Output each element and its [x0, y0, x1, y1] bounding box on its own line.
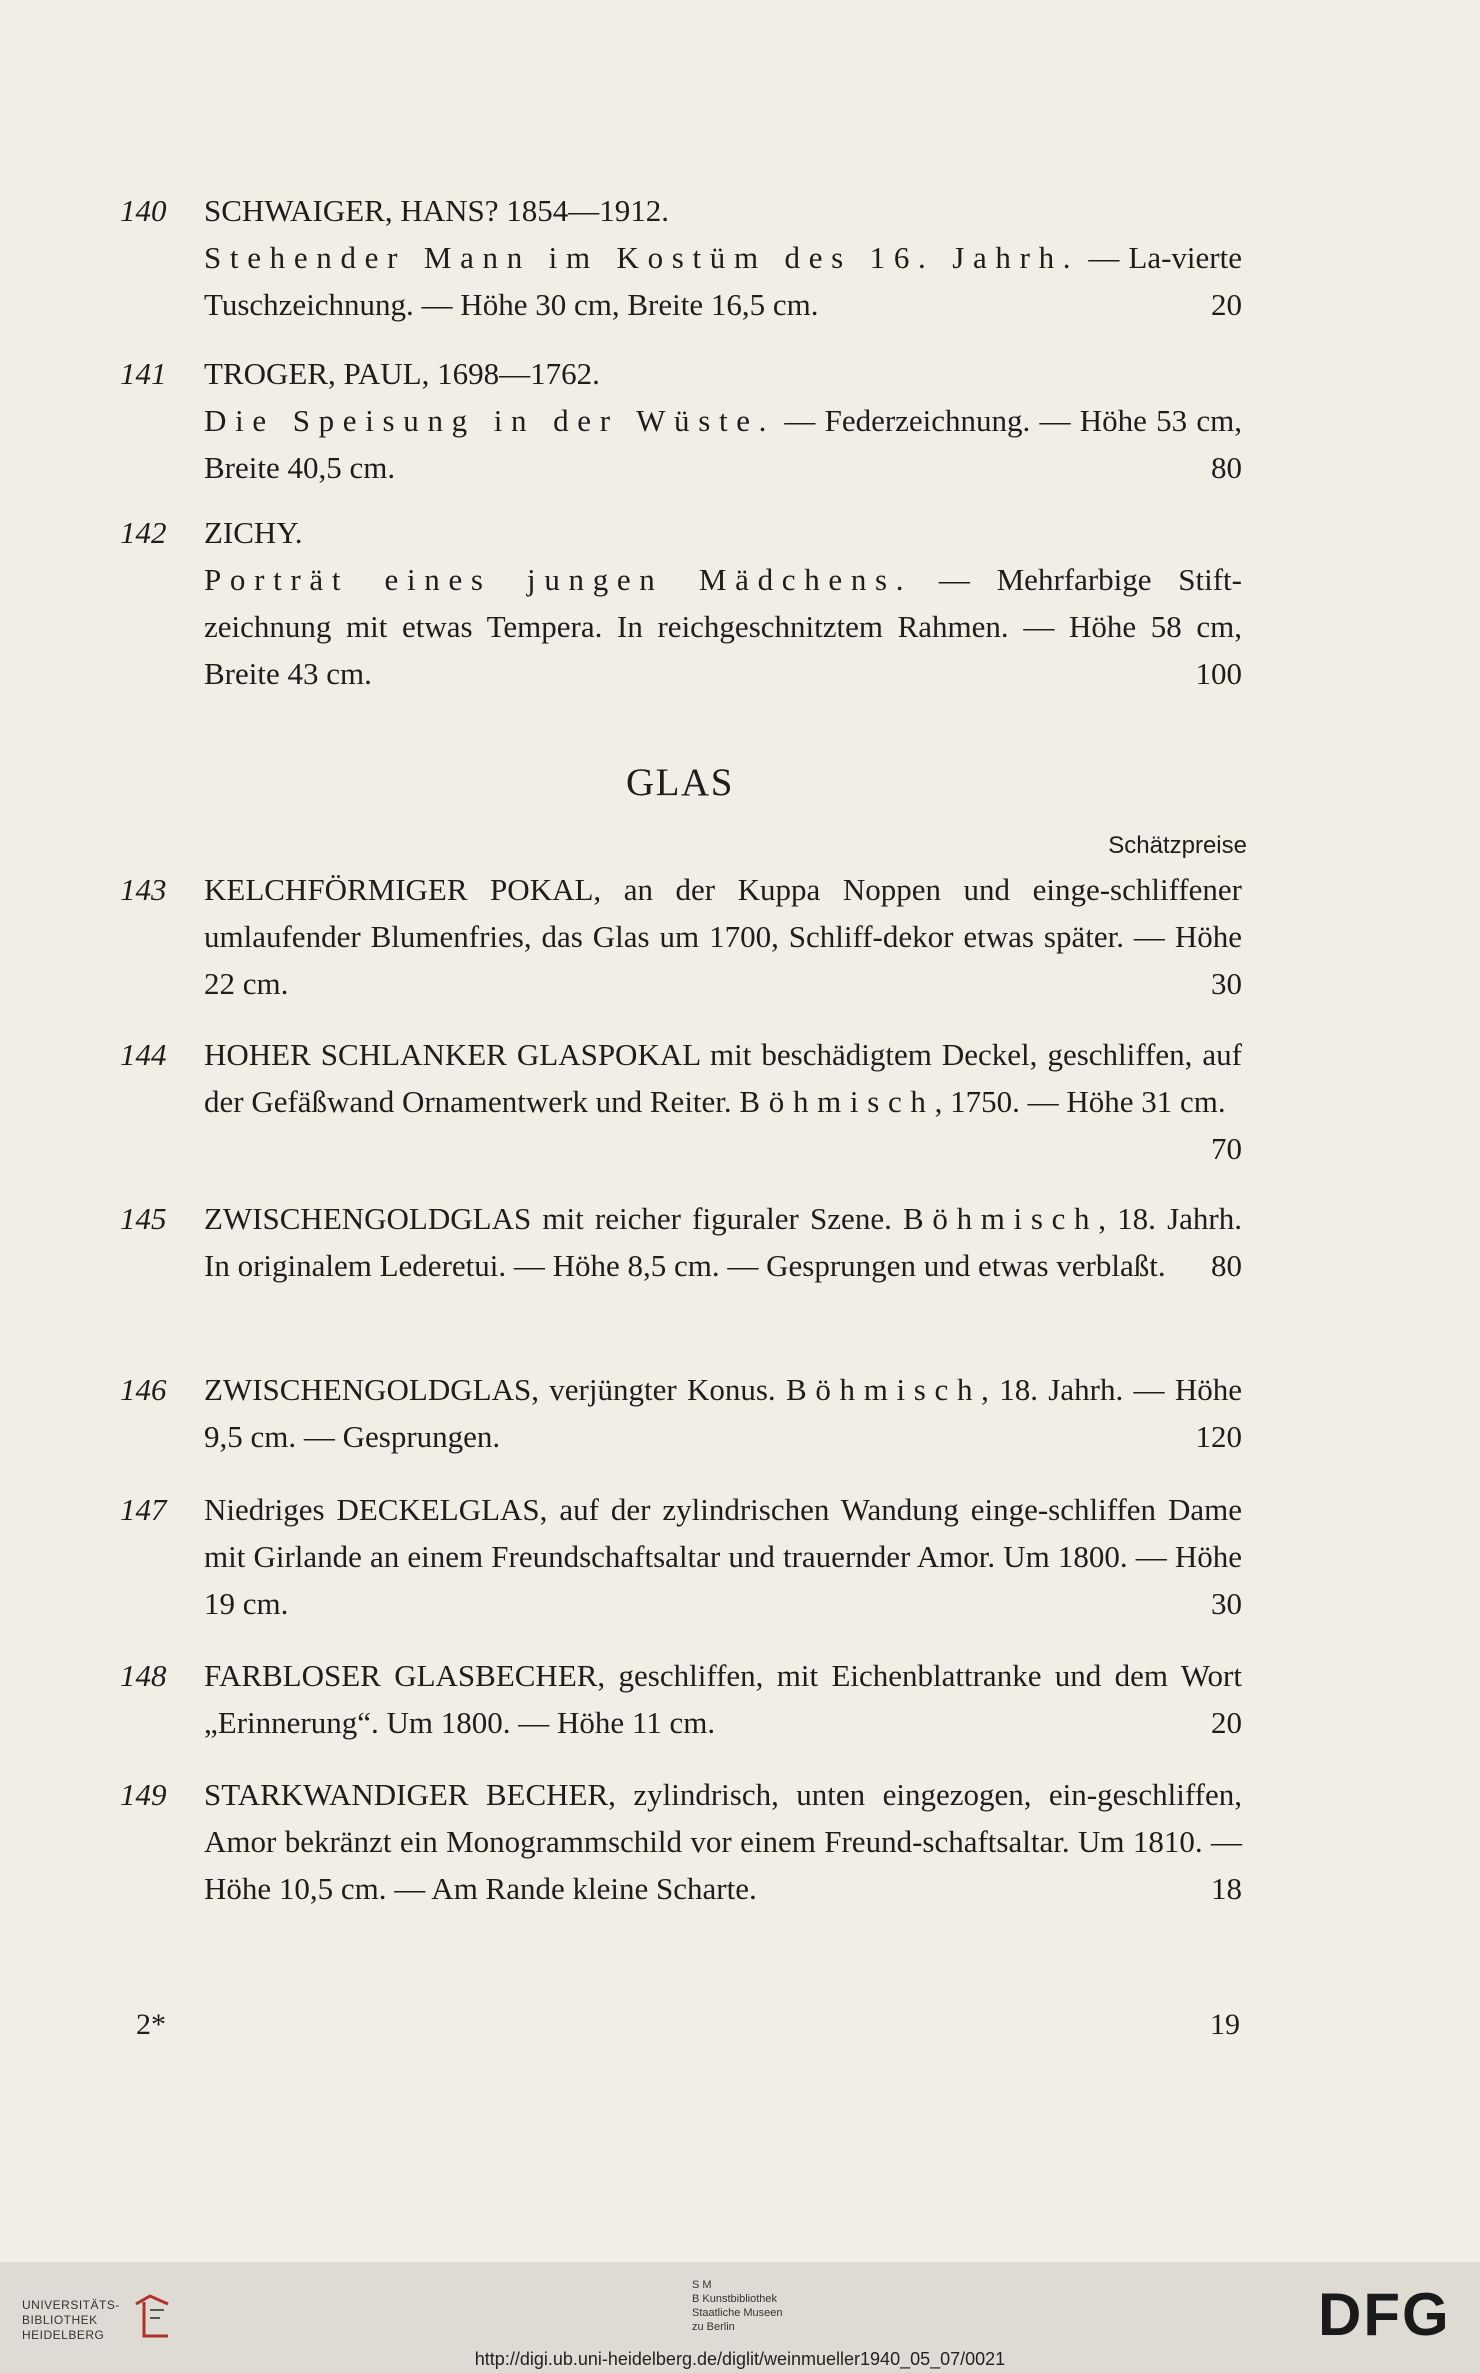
lot-body [204, 350, 1242, 491]
lot-number: 144 [120, 1037, 167, 1072]
lot-price: 120 [1195, 1419, 1242, 1454]
lot-description-cont: , 18. Jahrh. In originalem Lederetui. — Höhe 8,5 cm. — Gesprungen und etwas verblaßt. [204, 1201, 1242, 1283]
lot-body [204, 187, 1242, 328]
lot-body [204, 1486, 1242, 1627]
lot-description: Niedriges DECKELGLAS, auf der zylindrischen Wandung einge-schliffen Dame mit Girlande an einem Freundschaftsaltar und trauernder Amor. Um 1800. — Höhe 19 cm. [204, 1492, 1242, 1621]
lot-number: 145 [120, 1201, 167, 1236]
artist-heading: ZICHY. [204, 515, 303, 550]
lot-price: 20 [1211, 1705, 1242, 1740]
lot-number: 141 [120, 356, 167, 391]
lot-description: FARBLOSER GLASBECHER, geschliffen, mit Eichenblattranke und dem Wort „Erinnerung“. Um 1800. — Höhe 11 cm. [204, 1658, 1242, 1740]
lot-price: 30 [1211, 1586, 1242, 1621]
university-library-logo-text[interactable]: UNIVERSITÄTS- BIBLIOTHEK HEIDELBERG [22, 2298, 120, 2342]
lot-description: STARKWANDIGER BECHER, zylindrisch, unten eingezogen, ein-geschliffen, Amor bekränzt ein Monogrammschild vor einem Freund-schaftsaltar. Um 1810. — Höhe 10,5 cm. — Am Rande kleine Scharte. [204, 1777, 1242, 1906]
lot-description: KELCHFÖRMIGER POKAL, an der Kuppa Noppen und einge-schliffener umlaufender Blumenfries, das Glas um 1700, Schliff-dekor etwas später. — Höhe 22 cm. [204, 872, 1242, 1001]
lot-description-cont: , 1750. — Höhe 31 cm. [934, 1084, 1226, 1119]
lot-body [204, 509, 1242, 697]
viewer-footer [0, 2262, 1480, 2373]
lot-price: 80 [1211, 450, 1242, 485]
artwork-title: Porträt eines jungen Mädchens. [204, 562, 913, 597]
lot-description: — La-vierte Tuschzeichnung. — Höhe 30 cm, Breite 16,5 cm. [204, 240, 1243, 322]
lot-price: 70 [1211, 1131, 1242, 1166]
lot-description-cont: , 18. Jahrh. — Höhe 9,5 cm. — Gesprungen. [204, 1372, 1242, 1454]
lot-description: — Federzeichnung. — Höhe 53 cm, Breite 40,5 cm. [204, 403, 1242, 485]
place-of-origin: Böhmisch [786, 1372, 982, 1407]
lot-number: 149 [120, 1777, 167, 1812]
lot-body [204, 1366, 1242, 1460]
artist-heading: SCHWAIGER, HANS? 1854—1912. [204, 193, 669, 228]
lot-price: 20 [1211, 287, 1242, 322]
lot-number: 140 [120, 193, 167, 228]
artwork-title: Stehender Mann im Kostüm des 16. Jahrh. [204, 240, 1080, 275]
university-library-emblem-icon[interactable] [130, 2292, 174, 2342]
lot-description: ZWISCHENGOLDGLAS mit reicher figuraler Szene. [204, 1201, 904, 1236]
lot-number: 143 [120, 872, 167, 907]
lot-price: 18 [1211, 1871, 1242, 1906]
section-title: GLAS [625, 761, 735, 804]
lot-body [204, 866, 1242, 1007]
place-of-origin: Böhmisch [739, 1084, 935, 1119]
page-url-link[interactable]: http://digi.ub.uni-heidelberg.de/diglit/weinmueller1940_05_07/0021 [474, 2349, 1006, 2369]
kunstbibliothek-logo[interactable]: S M B Kunstbibliothek Staatliche Museen zu Berlin [692, 2279, 783, 2333]
artist-heading: TROGER, PAUL, 1698—1762. [204, 356, 600, 391]
lot-price: 30 [1211, 966, 1242, 1001]
dfg-logo[interactable]: DFG [1318, 2281, 1451, 2348]
lot-number: 142 [120, 515, 167, 550]
place-of-origin: Böhmisch [903, 1201, 1099, 1236]
signature-mark: 2* [136, 2008, 166, 2041]
artwork-title: Die Speisung in der Wüste. [204, 403, 776, 438]
lot-description: ZWISCHENGOLDGLAS, verjüngter Konus. [204, 1372, 786, 1407]
lot-number: 148 [120, 1658, 167, 1693]
lot-description: — Mehrfarbige Stift-zeichnung mit etwas Tempera. In reichgeschnitztem Rahmen. — Höhe 58 cm, Breite 43 cm. [204, 562, 1242, 691]
lot-price: 80 [1211, 1248, 1242, 1283]
lot-body [204, 1771, 1242, 1912]
lot-number: 146 [120, 1372, 167, 1407]
lot-number: 147 [120, 1492, 167, 1527]
lot-price: 100 [1195, 656, 1242, 691]
page-number: 19 [1210, 2008, 1240, 2041]
estimate-prices-label: Schätzpreise [1108, 832, 1247, 859]
lot-body [204, 1652, 1242, 1746]
lot-body [204, 1031, 1242, 1172]
lot-description: HOHER SCHLANKER GLASPOKAL mit beschädigtem Deckel, geschliffen, auf der Gefäßwand Ornamentwerk und Reiter. [204, 1037, 1242, 1119]
lot-body [204, 1195, 1242, 1289]
